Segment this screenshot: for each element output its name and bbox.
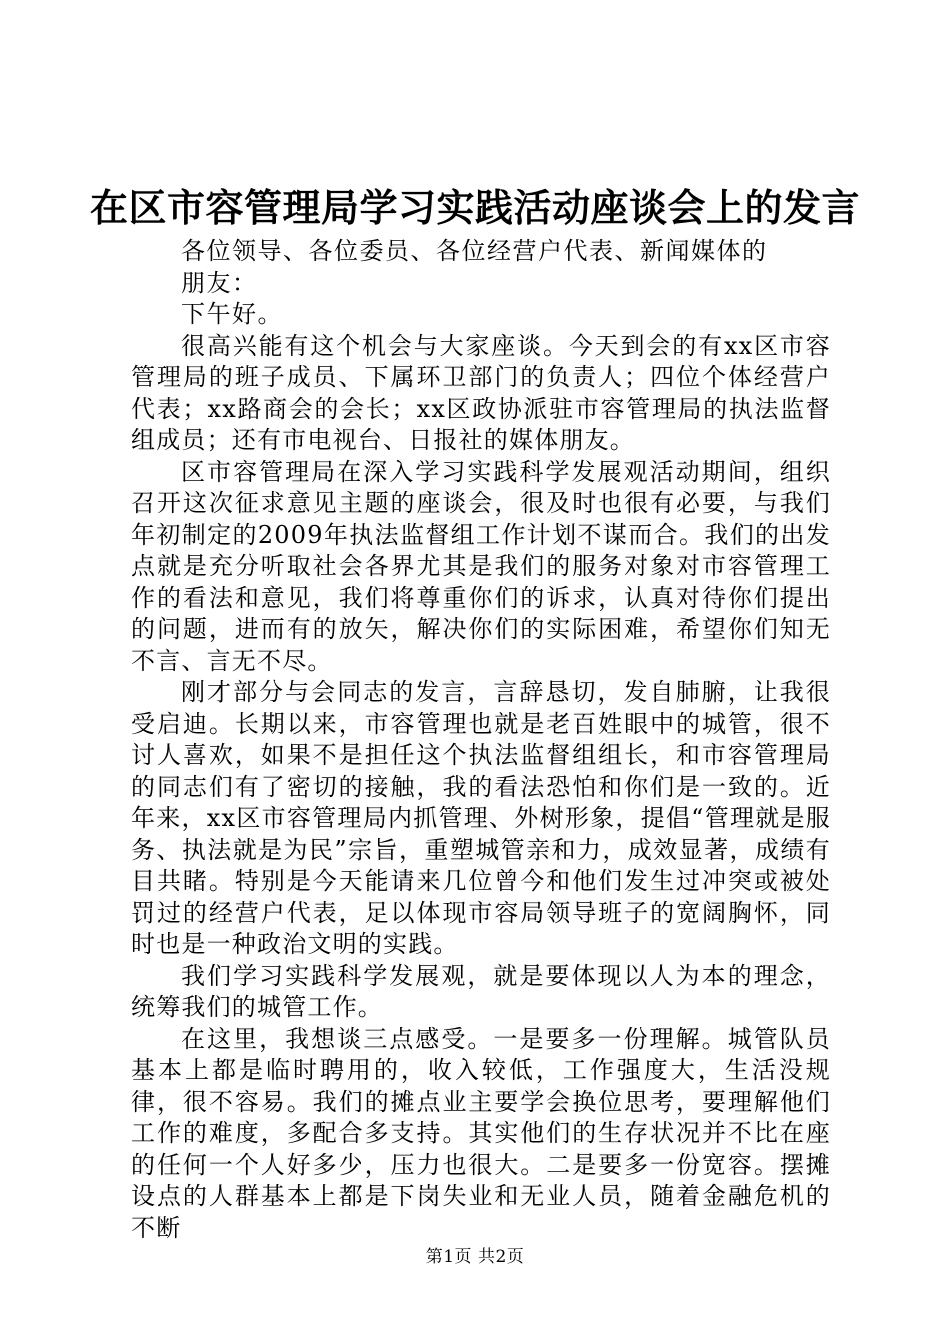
document-body <box>131 236 831 1244</box>
paragraph-feelings: 在这里，我想谈三点感受。一是要多一份理解。城管队员基本上都是临时聘用的，收入较低，工作强度大，生活没规律，很不容易。我们的摊点业主要学会换位思考，要理解他们工作的难度，多配合多支持。其实他们的生存状况并不比在座的任何一个人好多少，压力也很大。二是要多一份宽容。摆摊设点的人群基本上都是下岗失业和无业人员，随着金融危机的不断 <box>131 1024 831 1242</box>
paragraph-purpose: 区市容管理局在深入学习实践科学发展观活动期间，组织召开这次征求意见主题的座谈会，很及时也很有必要，与我们年初制定的2009年执法监督组工作计划不谋而合。我们的出发点就是充分听取社会各界尤其是我们的服务对象对市容管理工作的看法和意见，我们将尊重你们的诉求，认真对待你们提出的问题，进而有的放矢，解决你们的实际困难，希望你们知无不言、言无不尽。 <box>131 457 831 675</box>
paragraph-attendees: 很高兴能有这个机会与大家座谈。今天到会的有xx区市容管理局的班子成员、下属环卫部门的负责人；四位个体经营户代表；xx路商会的会长；xx区政协派驻市容管理局的执法监督组成员；还有市电视台、日报社的媒体朋友。 <box>131 331 831 454</box>
paragraph-concept: 我们学习实践科学发展观，就是要体现以人为本的理念，统筹我们的城管工作。 <box>131 961 831 1021</box>
paragraph-impressions: 刚才部分与会同志的发言，言辞恳切，发自肺腑，让我很受启迪。长期以来，市容管理也就是老百姓眼中的城管，很不讨人喜欢，如果不是担任这个执法监督组组长，和市容管理局的同志们有了密切的接触，我的看法恐怕和你们是一致的。近年来，xx区市容管理局内抓管理、外树形象，提倡“管理就是服务、执法就是为民”宗旨，重塑城管亲和力，成效显著，成绩有目共睹。特别是今天能请来几位曾今和他们发生过冲突或被处罚过的经营户代表，足以体现市容局领导班子的宽阔胸怀，同时也是一种政治文明的实践。 <box>131 678 831 958</box>
salutation-line: 各位领导、各位委员、各位经营户代表、新闻媒体的朋友： <box>181 237 768 297</box>
page-number-footer: 第1页 共2页 <box>425 1247 525 1267</box>
document-title: 在区市容管理局学习实践活动座谈会上的发言 <box>89 185 860 230</box>
greeting-line: 下午好。 <box>181 300 283 328</box>
